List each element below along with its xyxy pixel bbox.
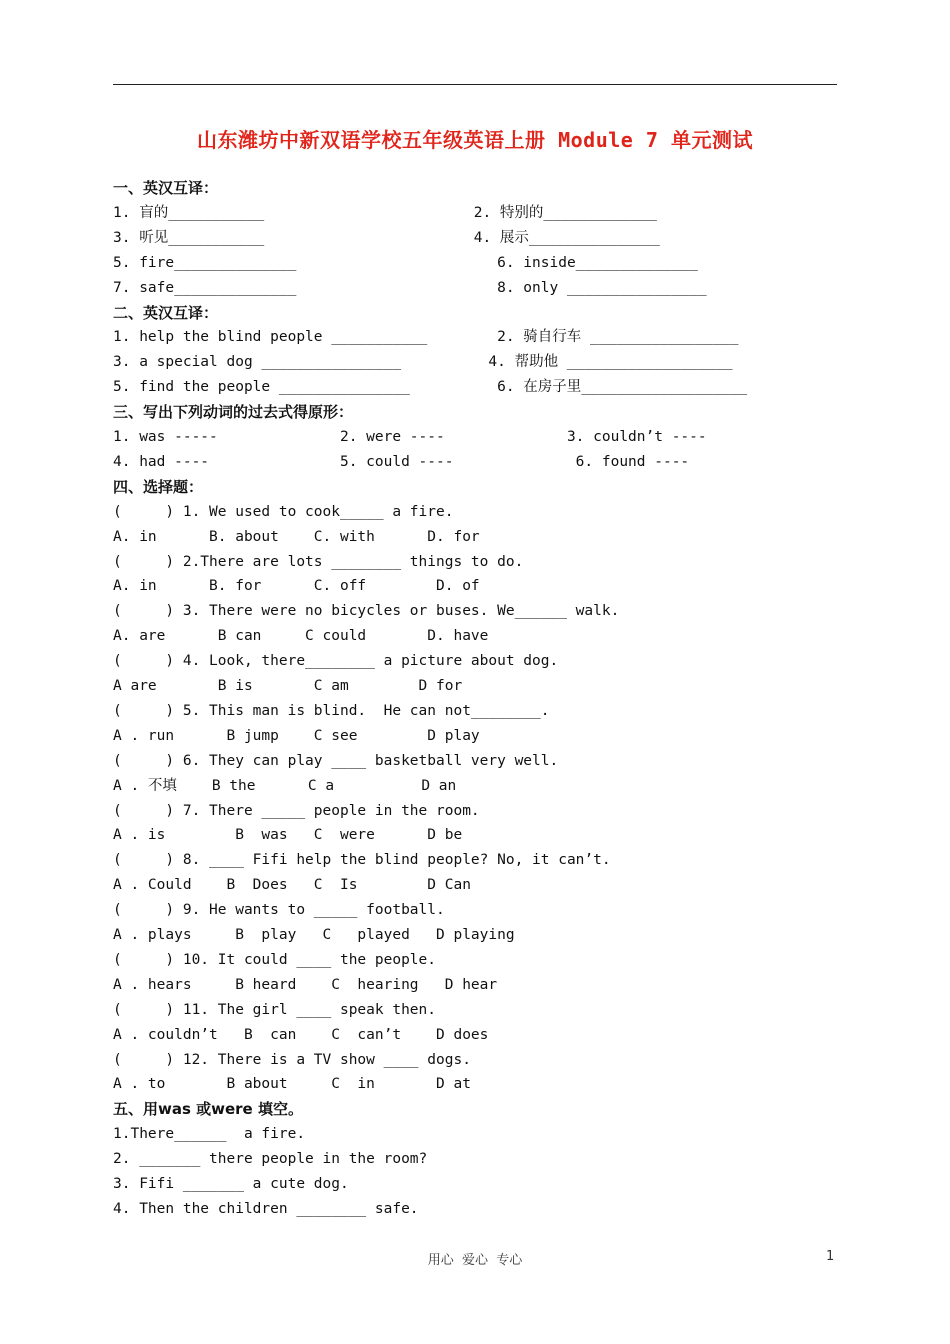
worksheet-line: 1. 盲的___________ 2. 特别的_____________ xyxy=(113,204,657,221)
worksheet-line: 4. had ---- 5. could ---- 6. found ---- xyxy=(113,453,690,470)
section-heading: 二、英汉互译： xyxy=(113,303,219,322)
worksheet-line: A are B is C am D for xyxy=(113,678,463,694)
worksheet-line: 4. Then the children ________ safe. xyxy=(113,1200,419,1217)
worksheet-line: A . couldn’t B can C can’t D does xyxy=(113,1026,489,1043)
page-number: 1 xyxy=(826,1249,835,1264)
worksheet-line: A . to B about C in D at xyxy=(113,1076,471,1093)
worksheet-line: 5. find the people _______________ 6. 在房子里___________________ xyxy=(113,379,748,396)
worksheet-line: ( ) 7. There _____ people in the room. xyxy=(113,802,480,819)
worksheet-line: ( ) 1. We used to cook_____ a fire. xyxy=(113,503,454,520)
worksheet-line: 7. safe______________ 8. only ________________ xyxy=(113,279,707,296)
worksheet-line: A . is B was C were D be xyxy=(113,827,463,844)
worksheet-line: 1.There______ a fire. xyxy=(113,1126,306,1143)
worksheet-line: ( ) 9. He wants to _____ football. xyxy=(113,902,445,919)
worksheet-line: 1. help the blind people ___________ 2. 骑自行车 _________________ xyxy=(113,329,739,346)
worksheet-line: ( ) 2.There are lots ________ things to do. xyxy=(113,553,524,570)
section-heading: 三、写出下列动词的过去式得原形： xyxy=(113,403,354,422)
footer-motto: 用心 爱心 专心 xyxy=(427,1253,523,1268)
worksheet-line: ( ) 6. They can play ____ basketball very well. xyxy=(113,752,559,769)
worksheet-line: A . hears B heard C hearing D hear xyxy=(113,976,498,993)
header-rule xyxy=(113,84,837,85)
worksheet-line: 2. _______ there people in the room? xyxy=(113,1151,428,1168)
worksheet-line: ( ) 12. There is a TV show ____ dogs. xyxy=(113,1051,471,1068)
worksheet-line: A . run B jump C see D play xyxy=(113,727,480,744)
worksheet-line: ( ) 3. There were no bicycles or buses. We______ walk. xyxy=(113,603,620,620)
worksheet-line: 3. a special dog ________________ 4. 帮助他 ___________________ xyxy=(113,354,733,371)
worksheet-line: A. are B can C could D. have xyxy=(113,628,489,645)
worksheet-line: A. in B. about C. with D. for xyxy=(113,528,480,545)
worksheet-line: A . 不填 B the C a D an xyxy=(113,777,457,794)
worksheet-line: ( ) 11. The girl ____ speak then. xyxy=(113,1001,437,1018)
section-heading: 五、用was 或were 填空。 xyxy=(113,1100,303,1119)
worksheet-line: 3. Fifi _______ a cute dog. xyxy=(113,1176,349,1192)
worksheet-line: ( ) 8. ____ Fifi help the blind people? No, it can’t. xyxy=(113,852,611,869)
worksheet-line: 3. 听见___________ 4. 展示_______________ xyxy=(113,229,660,246)
section-heading: 四、选择题： xyxy=(113,477,204,496)
worksheet-line: ( ) 4. Look, there________ a picture about dog. xyxy=(113,653,559,670)
worksheet-line: A . plays B play C played D playing xyxy=(113,927,515,943)
worksheet-line: 1. was ----- 2. were ---- 3. couldn’t ---- xyxy=(113,429,707,445)
worksheet-line: 5. fire______________ 6. inside______________ xyxy=(113,254,698,271)
worksheet-line: A . Could B Does C Is D Can xyxy=(113,877,471,894)
worksheet-line: ( ) 5. This man is blind. He can not________. xyxy=(113,702,550,719)
worksheet-line: ( ) 10. It could ____ the people. xyxy=(113,951,437,968)
section-heading: 一、英汉互译： xyxy=(113,179,219,197)
worksheet-line: A. in B. for C. off D. of xyxy=(113,578,480,595)
page-title: 山东潍坊中新双语学校五年级英语上册 Module 7 单元测试 xyxy=(197,128,753,152)
